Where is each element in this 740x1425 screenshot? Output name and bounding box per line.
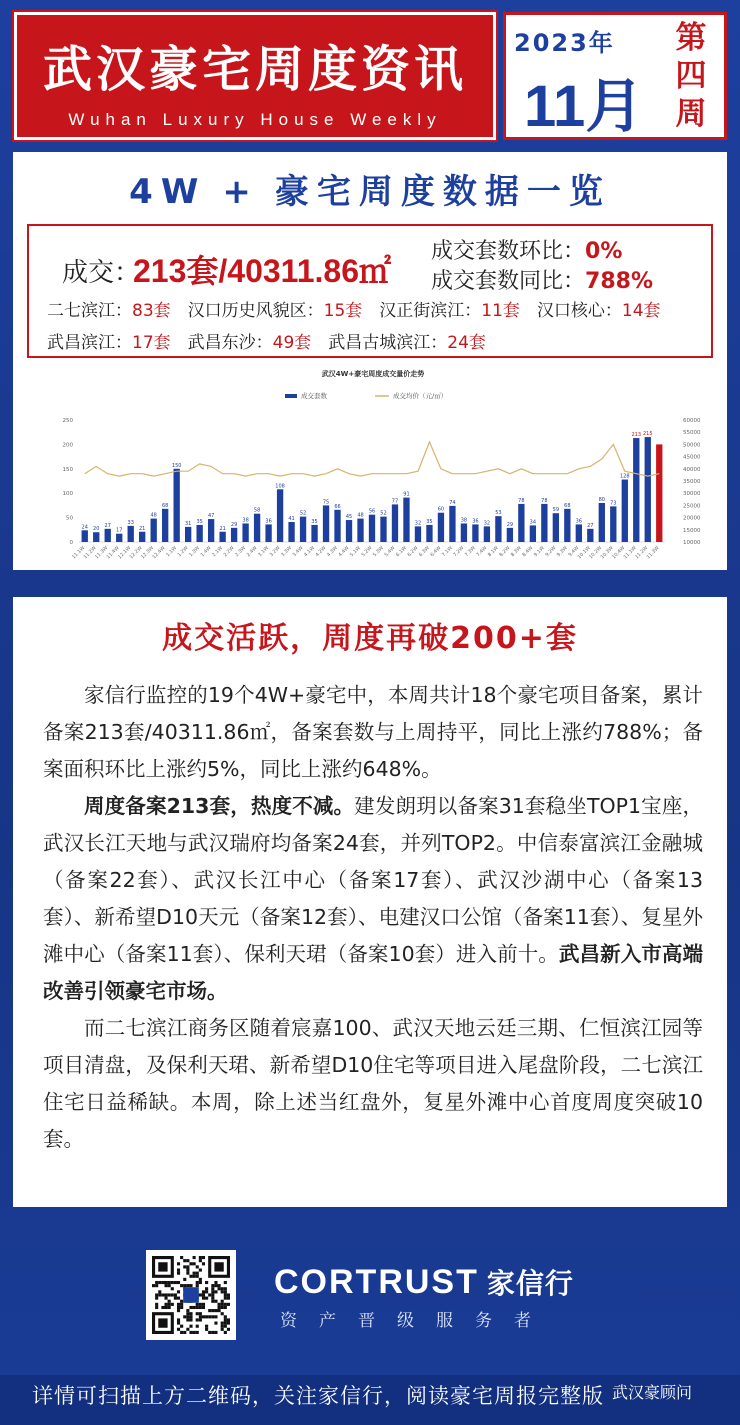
bar — [311, 525, 317, 542]
bar — [162, 509, 168, 542]
x-tick: 3.1W — [257, 545, 271, 559]
y-right-tick: 30000 — [683, 491, 701, 498]
bar-value-label: 34 — [529, 519, 537, 526]
bar — [530, 525, 536, 542]
brand-logo: CORTRUST 家信行 — [274, 1263, 574, 1301]
x-tick: 2.2W — [223, 545, 236, 559]
x-tick: 6.2W — [407, 545, 420, 559]
article-panel — [13, 597, 727, 1207]
y-right-tick: 20000 — [683, 515, 701, 522]
bar-value-label: 80 — [598, 496, 605, 503]
x-tick: 10.4W — [611, 545, 627, 561]
bar — [403, 498, 409, 542]
x-tick: 1.3W — [188, 545, 202, 559]
y-left-tick: 250 — [62, 418, 73, 424]
x-tick: 4.4W — [338, 545, 351, 559]
bar-value-label: 24 — [81, 524, 88, 531]
x-tick: 7.4W — [476, 545, 489, 559]
bar — [346, 520, 352, 542]
paragraph-3: 而二七滨江商务区随着宸嘉100、武汉天地云廷三期、仁恒滨江园等项目清盘，及保利天珺、新希望D10住宅等项目进入尾盘阶段，二七滨江住宅日益稀缺。本周，除上述当红盘外，复星外滩中心首度周度突破10套。 — [43, 1016, 703, 1151]
legend-label: 成交均价（元/㎡） — [393, 392, 448, 400]
bar — [265, 524, 271, 542]
y-right-tick: 35000 — [683, 479, 701, 485]
x-tick: 3.4W — [292, 545, 305, 559]
bar — [507, 528, 513, 542]
y-right-tick: 15000 — [683, 527, 701, 534]
x-tick: 5.3W — [372, 545, 385, 559]
bar-value-label: 213 — [631, 432, 642, 439]
x-tick: 7.1W — [441, 545, 454, 559]
bar — [369, 515, 375, 542]
bar-value-label: 52 — [299, 510, 307, 517]
y-right-tick: 40000 — [683, 466, 701, 473]
x-tick: 6.3W — [418, 545, 431, 559]
y-right-tick: 10000 — [683, 540, 701, 546]
bar — [116, 534, 122, 542]
bar — [415, 526, 421, 542]
x-tick: 2.4W — [246, 545, 259, 559]
bar — [219, 532, 225, 542]
x-tick: 8.1W — [487, 545, 500, 559]
account-badge: 武汉豪顾问 — [612, 1383, 693, 1402]
bar — [610, 506, 616, 542]
bar-value-label: 52 — [380, 510, 387, 517]
x-tick: 11.2W — [634, 545, 650, 561]
bar-value-label: 78 — [541, 497, 548, 504]
legend-label: 成交套数 — [301, 392, 327, 400]
bar — [633, 438, 639, 542]
bar-value-label: 20 — [93, 526, 100, 533]
article-body — [43, 677, 703, 1158]
x-tick: 12.4W — [152, 545, 167, 561]
bar — [380, 517, 386, 542]
x-tick: 12.2W — [129, 545, 144, 561]
deal-label: 成交： — [62, 258, 141, 288]
bar — [438, 513, 444, 542]
x-tick: 12.3W — [140, 545, 156, 561]
x-tick: 9.3W — [556, 545, 569, 559]
bar-value-label: 38 — [242, 517, 249, 524]
district-item: 汉正街滨江：11套 — [379, 301, 520, 321]
chart-svg — [53, 366, 701, 566]
x-tick: 9.4W — [567, 545, 581, 559]
bar — [105, 529, 111, 542]
bar — [553, 513, 559, 542]
y-left-tick: 50 — [66, 515, 73, 522]
bar-value-label: 47 — [207, 513, 215, 520]
bar-value-label: 35 — [311, 518, 318, 525]
bar-value-label: 17 — [116, 527, 123, 534]
x-tick: 6.4W — [430, 545, 443, 559]
bar — [288, 522, 294, 542]
bar-value-label: 128 — [620, 473, 630, 480]
x-tick: 1.1W — [165, 545, 179, 559]
volume-price-chart — [53, 366, 701, 566]
bar-value-label: 29 — [230, 521, 238, 528]
bar-value-label: 41 — [288, 515, 295, 522]
x-tick: 3.3W — [280, 545, 293, 559]
bar — [495, 516, 501, 542]
bar-value-label: 53 — [495, 510, 502, 517]
bar — [587, 529, 593, 542]
x-tick: 2.3W — [234, 545, 248, 559]
x-tick: 8.2W — [499, 545, 512, 559]
bar-value-label: 58 — [253, 507, 261, 514]
district-item: 汉口历史风貌区：15套 — [187, 301, 363, 321]
bar-value-label: 32 — [414, 520, 422, 527]
bar — [254, 514, 260, 542]
x-tick: 11.1W — [71, 545, 87, 561]
bar — [82, 530, 88, 542]
bar-value-label: 66 — [334, 503, 341, 510]
bar-value-label: 33 — [127, 519, 134, 526]
x-tick: 9.2W — [544, 545, 558, 559]
bar-value-label: 36 — [472, 518, 479, 525]
x-tick: 5.1W — [349, 545, 362, 559]
x-tick: 5.2W — [361, 545, 374, 559]
bar — [196, 525, 202, 542]
bar — [93, 532, 99, 542]
x-tick: 1.4W — [200, 545, 213, 559]
stats-box — [27, 224, 713, 358]
y-right-tick: 50000 — [683, 442, 701, 449]
district-row-1 — [47, 296, 678, 321]
district-item: 汉口核心：14套 — [536, 301, 661, 321]
district-item: 武昌滨江：17套 — [47, 333, 171, 353]
date-card — [503, 12, 727, 140]
bar-value-label: 35 — [426, 518, 433, 525]
bar — [449, 506, 455, 542]
bar — [300, 517, 306, 542]
x-tick: 11.3W — [646, 545, 661, 561]
overview-panel — [13, 152, 727, 570]
y-left-tick: 200 — [62, 442, 73, 449]
bar — [208, 519, 214, 542]
bar-value-label: 21 — [219, 525, 226, 532]
x-tick: 8.4W — [521, 545, 535, 559]
x-tick: 11.4W — [106, 545, 121, 561]
y-left-tick: 0 — [69, 540, 73, 546]
legend-swatch-bar — [285, 394, 297, 398]
brand-slogan: 资产晋级服务者 — [280, 1311, 553, 1331]
bar-value-label: 91 — [403, 491, 410, 498]
bar-value-label: 27 — [104, 522, 111, 529]
x-tick: 11.1W — [623, 545, 638, 561]
district-item: 武昌东沙：49套 — [187, 333, 312, 353]
bar-value-label: 29 — [506, 521, 514, 528]
bar — [277, 489, 283, 542]
x-tick: 11.3W — [94, 545, 110, 561]
qr-code[interactable] — [146, 1250, 236, 1340]
y-right-tick: 25000 — [683, 503, 701, 510]
x-tick: 4.3W — [326, 545, 339, 559]
x-tick: 2.1W — [211, 545, 225, 559]
bar-value-label: 150 — [171, 462, 182, 469]
date-week: 第 四 周 — [675, 20, 707, 132]
yoy-ratio: 成交套数同比：788% — [431, 269, 653, 294]
bar-value-label: 78 — [518, 497, 525, 504]
footer-cta: 详情可扫描上方二维码，关注家信行，阅读豪宅周报完整版 — [32, 1384, 604, 1408]
paragraph-2: 周度备案213套，热度不减。建发朗玥以备案31套稳坐TOP1宝座，武汉长江天地与武汉瑞府均备案24套，并列TOP2。中信泰富滨江金融城（备案22套）、武汉长江中心（备案17套）、武汉沙湖中心（备案13套）、新希望D10天元（备案12套）、电建汉口公馆（备案11套）、复星外滩中心（备案11套）、保利天珺（备案10套）进入前十。武昌新入市高端改善引领豪宅市场。 — [43, 794, 704, 1003]
x-tick: 7.2W — [453, 545, 466, 559]
bar-value-label: 21 — [139, 525, 146, 532]
x-tick: 10.3W — [600, 545, 615, 561]
bar — [472, 524, 478, 542]
x-tick: 4.2W — [315, 545, 328, 559]
bar — [334, 510, 340, 542]
mom-ratio: 成交套数环比：0% — [431, 239, 623, 264]
bar — [128, 526, 134, 542]
district-item: 二七滨江：83套 — [47, 301, 171, 321]
bar-value-label: 73 — [610, 500, 617, 507]
page-subtitle: Wuhan Luxury House Weekly — [68, 110, 442, 129]
chart-title: 武汉4W+豪宅周度成交量价走势 — [321, 370, 425, 378]
bar — [461, 523, 467, 542]
deal-value: 213套/40311.86㎡ — [133, 253, 391, 289]
bar — [622, 480, 628, 542]
x-tick: 4.1W — [303, 545, 316, 559]
page-title: 武汉豪宅周度资讯 — [42, 41, 467, 98]
y-left-tick: 150 — [62, 466, 73, 473]
x-tick: 3.2W — [269, 545, 282, 559]
bar — [564, 509, 570, 542]
x-tick: 7.3W — [464, 545, 477, 559]
bar-value-label: 27 — [587, 522, 594, 529]
paragraph-1: 家信行监控的19个4W+豪宅中，本周共计18个豪宅项目备案，累计备案213套/40311.86㎡，备案套数与上周持平，同比上涨约788%；备案面积环比上涨约5%，同比上涨约648%。 — [43, 683, 703, 781]
y-left-tick: 100 — [62, 491, 73, 498]
bar-value-label: 108 — [275, 483, 285, 490]
bar-value-label: 77 — [391, 498, 399, 505]
bar — [541, 504, 547, 542]
x-tick: 10.2W — [588, 545, 604, 561]
bar-value-label: 36 — [575, 518, 583, 525]
x-tick: 9.1W — [533, 545, 546, 559]
bar-value-label: 68 — [161, 502, 169, 509]
bar-value-label: 31 — [184, 520, 192, 527]
date-month: 11月 — [524, 74, 644, 139]
bar — [392, 504, 398, 542]
bar — [426, 525, 432, 542]
x-tick: 11.2W — [83, 545, 98, 561]
bar-value-label: 36 — [265, 518, 272, 525]
bar — [139, 532, 145, 542]
article-title: 成交活跃，周度再破200+套 — [162, 621, 578, 656]
date-year: 2023年 — [514, 29, 615, 57]
bar — [185, 527, 191, 542]
bar — [174, 469, 180, 542]
bar — [242, 523, 248, 542]
bar-value-label: 38 — [460, 517, 468, 524]
bar — [576, 524, 582, 542]
bar-value-label: 60 — [437, 506, 445, 513]
x-tick: 8.3W — [510, 545, 523, 559]
price-line — [85, 442, 660, 476]
x-tick: 10.1W — [577, 545, 592, 561]
bar-value-label: 68 — [564, 502, 571, 509]
bar-value-label: 59 — [552, 507, 560, 514]
y-right-tick: 45000 — [683, 454, 701, 461]
qr-code-icon — [152, 1256, 230, 1334]
bar — [323, 505, 329, 542]
bar-value-label: 32 — [483, 520, 491, 527]
bar-value-label: 48 — [357, 512, 364, 519]
y-right-tick: 60000 — [683, 418, 701, 424]
bar-value-label: 45 — [345, 514, 353, 521]
x-tick: 1.2W — [177, 545, 190, 559]
bar-value-label: 35 — [196, 518, 203, 525]
district-item: 武昌古城滨江：24套 — [328, 333, 486, 353]
bar — [518, 504, 524, 542]
bar-value-label: 74 — [449, 499, 456, 506]
bar — [484, 526, 490, 542]
overview-title: 4W + 豪宅周度数据一览 — [129, 172, 611, 212]
bar — [357, 519, 363, 542]
x-tick: 5.4W — [384, 545, 397, 559]
x-tick: 6.1W — [395, 545, 408, 559]
bar — [151, 519, 157, 542]
y-right-tick: 55000 — [683, 430, 701, 437]
bar — [599, 503, 605, 542]
bar — [231, 528, 237, 542]
bar-value-label: 75 — [322, 499, 330, 506]
x-tick: 12.1W — [117, 545, 133, 561]
bar — [645, 437, 651, 542]
bar-value-label: 56 — [368, 508, 376, 515]
bar-value-label: 215 — [642, 431, 653, 438]
header-banner — [14, 12, 496, 140]
district-row-2 — [47, 328, 503, 353]
bar-value-label: 48 — [150, 512, 157, 519]
bar — [656, 444, 662, 542]
